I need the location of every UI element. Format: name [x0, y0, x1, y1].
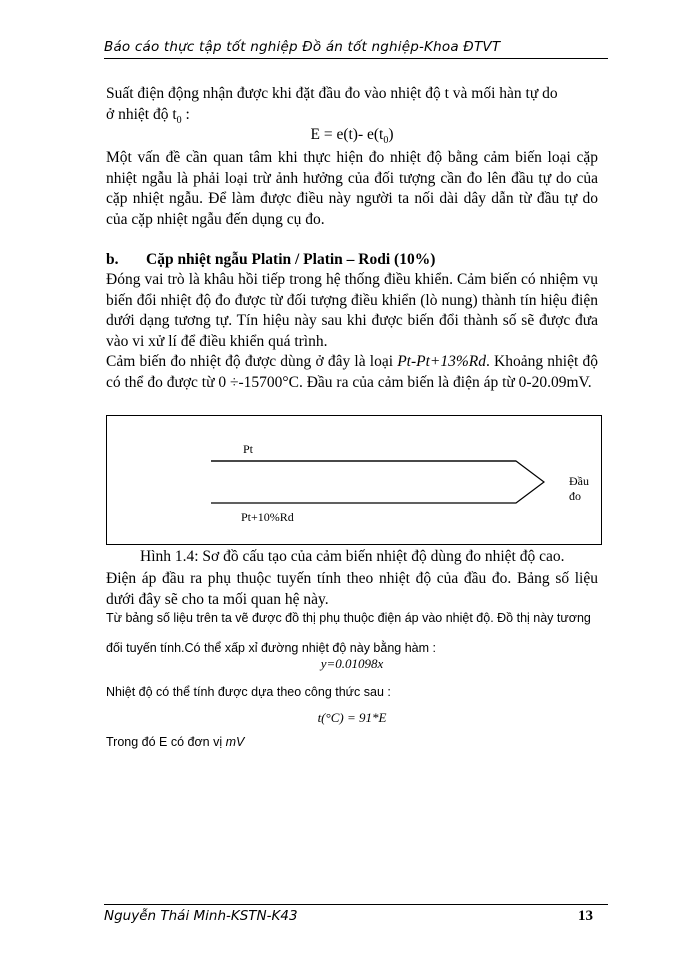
pt-rd-label: Pt+10%Rd [241, 510, 294, 524]
section-b-number: b. [106, 251, 119, 268]
section-b-heading [106, 250, 598, 271]
paragraph-temperature: Nhiệt độ có thể tính được dựa theo công thức sau : [106, 685, 391, 699]
paragraph-output-voltage: Điện áp đầu ra phụ thuộc tuyến tính theo nhiệt độ của đầu đo. Bảng số liệu dưới đây sẽ cho ta mối quan hệ này. [106, 570, 598, 608]
emf-line-1: Suất điện động nhận được khi đặt đầu đo vào nhiệt độ t và mối hàn tự do [106, 85, 558, 102]
figure-caption: Hình 1.4: Sơ đồ cấu tạo của cảm biến nhiệt độ dùng đo nhiệt độ cao. [140, 548, 565, 565]
unit-mv: mV [225, 735, 245, 749]
paragraph-role: Đóng vai trò là khâu hồi tiếp trong hệ thống điều khiển. Cảm biến có nhiệm vụ biến đổi nhiệt độ đo được từ đối tượng điều khiển (lò nung) thành tín hiệu điện dưới dạng tương tự. Tín hiệu này sau khi được biến đổi thành số sẽ được đưa vào vi xử lí để điều khiển quá trình. [106, 271, 598, 350]
paragraph-sensor-type: Cảm biến đo nhiệt độ được dùng ở đây là loại Pt-Pt+13%Rd. Khoảng nhiệt độ có thể đo được từ 0 ÷-15700°C. Đầu ra của cảm biến là điện áp từ 0-20.09mV. [106, 353, 598, 391]
formula-linear: y=0.01098x [320, 656, 384, 671]
footer-rule [104, 904, 608, 905]
equation-emf: E = e(t)- $e(t_0)$ [310, 126, 394, 147]
sensor-type-italic: Pt-Pt+13%Rd [397, 353, 486, 370]
section-b-title: Cặp nhiệt ngẫu Platin / Platin – Rodi (10%) [146, 251, 436, 268]
emf-line-2: ở nhiệt độ $t_0$ : [106, 105, 190, 126]
paragraph-graph: Từ bảng số liệu trên ta vẽ được đồ thị phụ thuộc điện áp vào nhiệt độ. Đồ thị này tương đối tuyến tính.Có thể xấp xỉ đường nhiệt độ này bằng hàm : [106, 611, 591, 655]
footer-author: Nguyễn Thái Minh-KSTN-K43 [104, 908, 298, 924]
formula-temperature: t(°C) = 91*E [317, 710, 387, 725]
paragraph-unit: Trong đó E có đơn vị mV [106, 735, 245, 749]
pt-label: Pt [243, 442, 254, 456]
page-number: 13 [578, 908, 593, 924]
paragraph-free-end: Một vấn đề cần quan tâm khi thực hiện đo nhiệt độ bằng cảm biến loại cặp nhiệt ngẫu là phải loại trừ ảnh hưởng của đối tượng cần đo lên đầu tự do của cặp nhiệt ngẫu. Để làm được điều này người ta nối dài dây dẫn từ đầu tự do của cặp nhiệt ngẫu đến dụng cụ đo. [106, 149, 598, 228]
thermocouple-drawing [107, 416, 601, 544]
page-header: Báo cáo thực tập tốt nghiệp Đồ án tốt nghiệp-Khoa ĐTVT [104, 39, 608, 59]
probe-tip-label: Đầu đo [569, 474, 589, 503]
thermocouple-diagram [106, 415, 602, 545]
